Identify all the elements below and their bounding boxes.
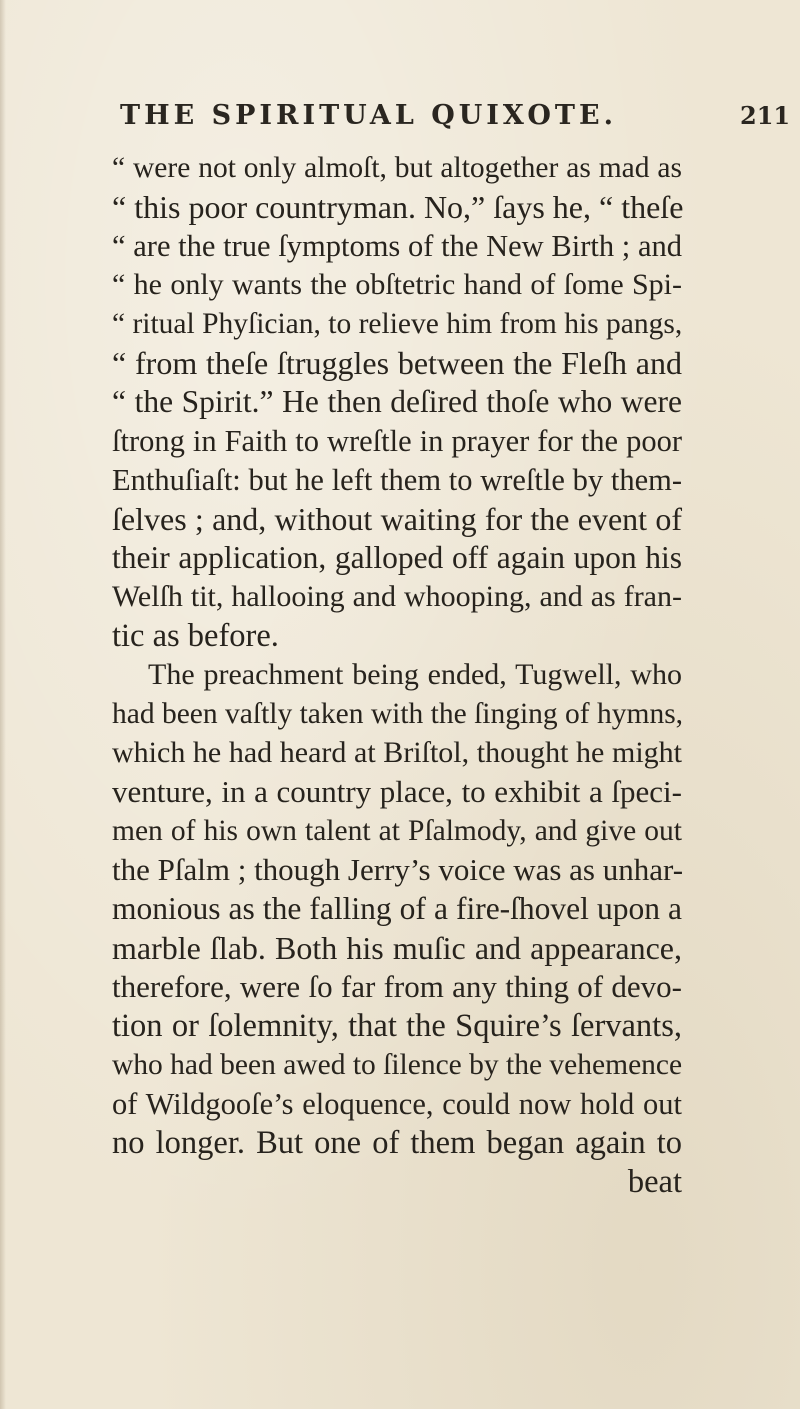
- text-line-23: tion or ſolemnity, that the Squire’s ſervants,: [112, 1008, 682, 1044]
- text-line-14: The preachment being ended, Tugwell, who: [148, 658, 682, 691]
- text-line-18: men of his own talent at Pſalmody, and give out: [112, 815, 682, 847]
- text-line-15: had been vaſtly taken with the ſinging of hymns,: [112, 698, 684, 730]
- text-line-17: venture, in a country place, to exhibit a ſpeci-: [112, 774, 682, 809]
- text-line-20: monious as the falling of a fire-ſhovel upon a: [112, 891, 682, 926]
- text-line-11: their application, galloped off again upon his: [112, 540, 682, 575]
- text-line-1: “ were not only almoſt, but altogether as mad as: [112, 152, 682, 184]
- text-line-26: no longer. But one of them began again to: [112, 1125, 682, 1161]
- text-line-19: the Pſalm ; though Jerry’s voice was as unhar-: [112, 852, 684, 887]
- text-line-12: Welſh tit, hallooing and whooping, and as fran-: [112, 580, 682, 613]
- text-line-13: tic as before.: [112, 618, 279, 654]
- page-gutter-shadow: [0, 0, 6, 1409]
- text-line-16: which he had heard at Briſtol, thought he might: [112, 736, 682, 769]
- text-line-5: “ ritual Phyſician, to relieve him from his pangs,: [112, 308, 683, 340]
- text-line-9: Enthuſiaſt: but he left them to wreſtle by them-: [112, 463, 682, 497]
- catchword: beat: [627, 1164, 682, 1200]
- text-line-4: “ he only wants the obſtetric hand of ſome Spi-: [112, 268, 682, 301]
- text-line-21: marble ſlab. Both his muſic and appearance,: [112, 930, 682, 966]
- text-line-7: “ the Spirit.” He then deſired thoſe who were: [112, 384, 682, 419]
- text-line-8: ſtrong in Faith to wreſtle in prayer for the poor: [112, 424, 682, 458]
- text-line-2: “ this poor countryman. No,” ſays he, “ theſe: [112, 189, 684, 225]
- running-title: THE SPIRITUAL QUIXOTE.: [120, 100, 617, 131]
- page-number: 211: [740, 101, 791, 130]
- text-line-10: ſelves ; and, without waiting for the event of: [112, 501, 682, 537]
- text-line-6: “ from theſe ſtruggles between the Fleſh and: [112, 345, 682, 381]
- text-line-3: “ are the true ſymptoms of the New Birth ; and: [112, 229, 682, 263]
- text-line-24: who had been awed to ſilence by the vehemence: [112, 1049, 683, 1081]
- text-line-22: therefore, were ſo far from any thing of devo-: [112, 969, 682, 1004]
- text-line-25: of Wildgooſe’s eloquence, could now hold out: [112, 1087, 682, 1121]
- running-head: [0, 98, 800, 134]
